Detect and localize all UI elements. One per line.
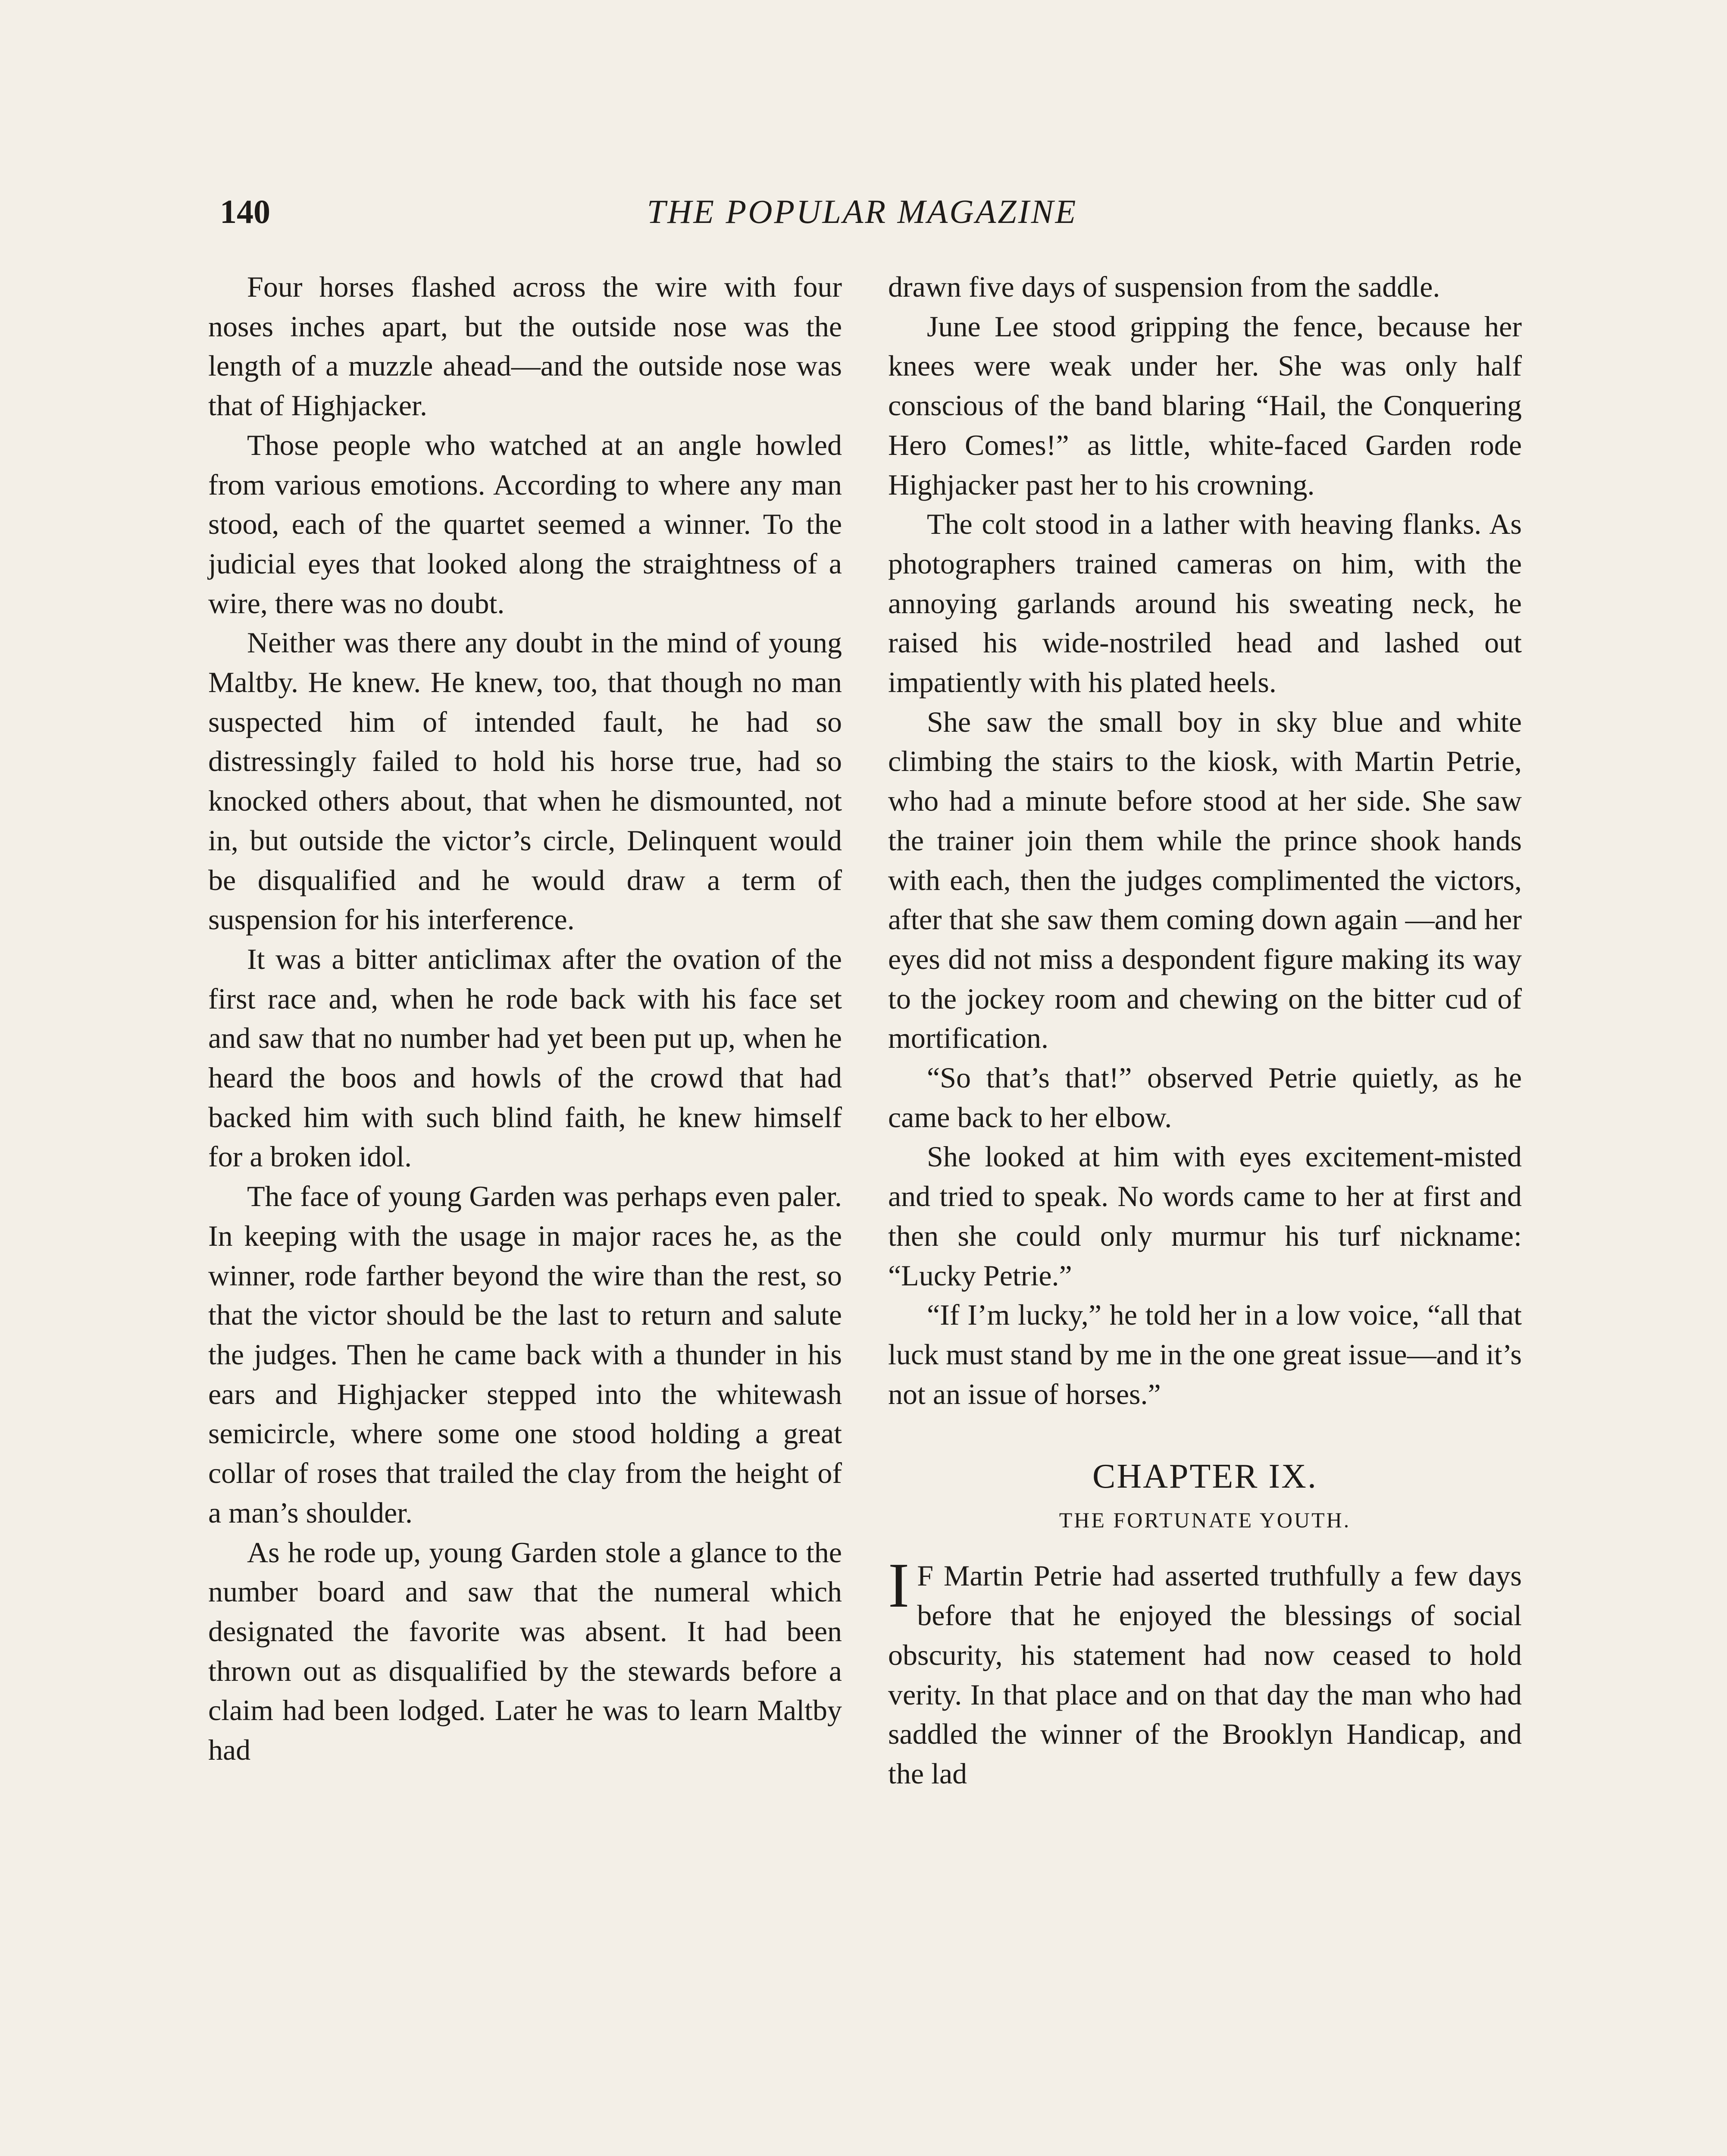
paragraph: The colt stood in a lather with heaving flanks. As photographers trained cameras on him, with the annoying garlands around his sweating neck, he raised his wide-nostriled head and lashed out impatiently with his plated heels. [888, 508, 1522, 699]
right-column [888, 267, 1522, 1794]
chapter-opening-text: F Martin Petrie had asserted truthfully a few days before that he enjoyed the blessings of social obscurity, his statement had now ceased to hold verity. In that place and on that day the man who had saddled the winner of the Brooklyn Handicap, and the lad [888, 1559, 1522, 1790]
chapter-heading: CHAPTER IX. [1092, 1457, 1317, 1496]
paragraph: Four horses flashed across the wire with four noses inches apart, but the outside nose was the length of a muzzle ahead—and the outside nose was that of Highjacker. [208, 270, 842, 422]
paragraph: She looked at him with eyes excitement-misted and tried to speak. No words came to her at first and then she could only murmur his turf nickname: “Lucky Petrie.” [888, 1140, 1522, 1292]
chapter-opening-paragraph [888, 1550, 1522, 1793]
paragraph: She saw the small boy in sky blue and white climbing the stairs to the kiosk, with Martin Petrie, who had a minute before stood at her side. She saw the trainer join them while the prince shook hands with each, then the judges complimented the victors, after that she saw them coming down again —and her eyes did not miss a despondent figure making its way to the jockey room and chewing on the bitter cud of mortification. [888, 705, 1522, 1055]
page-number: 140 [220, 193, 270, 230]
paragraph: Neither was there any doubt in the mind of young Maltby. He knew. He knew, too, that though no man suspected him of intended fault, he had so distressingly failed to hold his horse true, had so knocked others about, that when he dismounted, not in, but outside the victor’s circle, Delinquent would be disqualified and he would draw a term of suspension for his interference. [208, 626, 842, 936]
chapter-title: THE FORTUNATE YOUTH. [1059, 1508, 1351, 1532]
running-head: THE POPULAR MAGAZINE [647, 193, 1078, 230]
drop-cap: I [888, 1550, 910, 1621]
paragraph: It was a bitter anticlimax after the ovation of the first race and, when he rode back with his face set and saw that no number had yet been put up, when he heard the boos and howls of the crowd that had backed him with such blind faith, he knew himself for a broken idol. [208, 942, 842, 1173]
paragraph: “If I’m lucky,” he told her in a low voice, “all that luck must stand by me in the one great issue—and it’s not an issue of horses.” [888, 1298, 1522, 1410]
paragraph: As he rode up, young Garden stole a glance to the number board and saw that the numeral which designated the favorite was absent. It had been thrown out as disqualified by the stewards before a claim had been lodged. Later he was to learn Maltby had [208, 1536, 842, 1767]
paragraph: June Lee stood gripping the fence, because her knees were weak under her. She was only half conscious of the band blaring “Hail, the Conquering Hero Comes!” as little, white-faced Garden rode Highjacker past her to his crowning. [888, 310, 1522, 501]
page-header [220, 188, 1505, 235]
paragraph: “So that’s that!” observed Petrie quietly, as he came back to her elbow. [888, 1061, 1522, 1134]
continued-paragraph: drawn five days of suspension from the saddle. [888, 270, 1440, 303]
left-column [208, 267, 842, 1770]
paragraph: The face of young Garden was perhaps even paler. In keeping with the usage in major races he, as the winner, rode farther beyond the wire than the rest, so that the victor should be the last to return and salute the judges. Then he came back with a thunder in his ears and Highjacker stepped into the whitewash semicircle, where some one stood holding a great collar of roses that trailed the clay from the height of a man’s shoulder. [208, 1180, 842, 1529]
paragraph: Those people who watched at an angle howled from various emotions. According to where any man stood, each of the quartet seemed a winner. To the judicial eyes that looked along the straightness of a wire, there was no doubt. [208, 428, 842, 620]
